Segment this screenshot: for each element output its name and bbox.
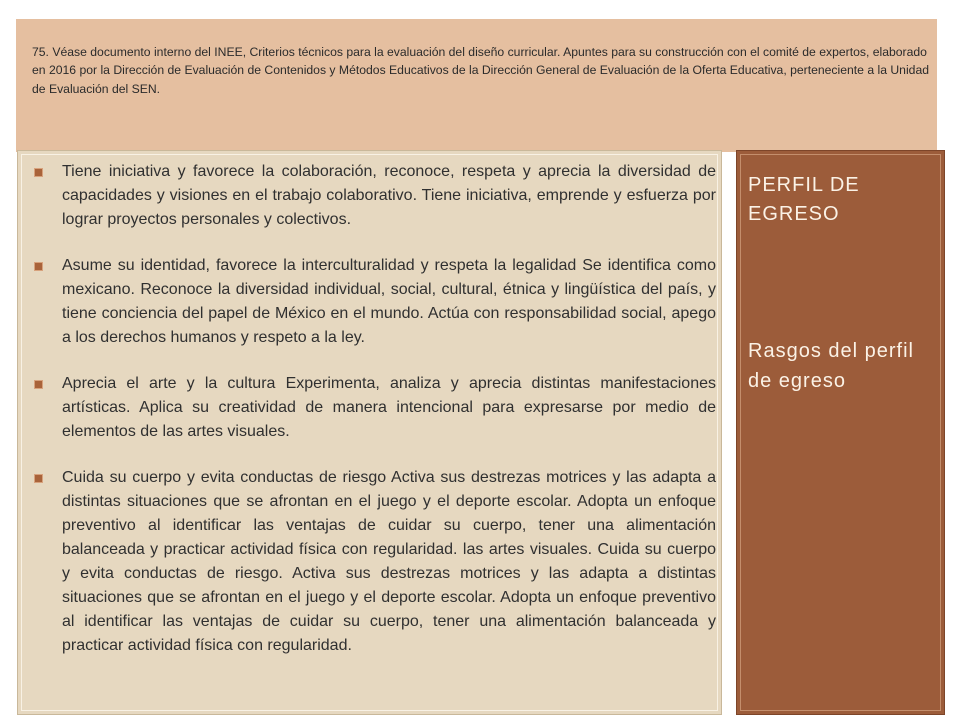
list-item-text: Asume su identidad, favorece la interculturalidad y respeta la legalidad Se identifica como mexicano. Reconoce la diversidad individual, social, cultural, étnica y lingüística del país, y tiene conciencia del papel de México en el mundo. Actúa con responsabilidad social, apego a los derechos humanos y respeto a la ley.: [62, 257, 716, 346]
list-item: [32, 466, 716, 658]
square-bullet-icon: [34, 168, 43, 177]
bullet-list: [32, 160, 716, 680]
list-item: [32, 372, 716, 444]
list-item: [32, 254, 716, 350]
list-item-text: Cuida su cuerpo y evita conductas de riesgo Activa sus destrezas motrices y las adapta a distintas situaciones que se afrontan en el juego y el deporte escolar. Adopta un enfoque preventivo al identificar las ventajas de cuidar su cuerpo, tener una alimentación balanceada y practicar actividad física con regularidad. las artes visuales. Cuida su cuerpo y evita conductas de riesgo. Activa sus destrezas motrices y las adapta a distintas situaciones que se afrontan en el juego y el deporte escolar. Adopta un enfoque preventivo al identificar las ventajas de cuidar su cuerpo, tener una alimentación balanceada y practicar actividad física con regularidad.: [62, 469, 716, 654]
square-bullet-icon: [34, 262, 43, 271]
list-item: [32, 160, 716, 232]
content-panel: [17, 150, 722, 715]
side-panel: [736, 150, 945, 715]
page-title: PERFIL DE EGRESO: [748, 174, 860, 225]
footnote-text: 75. Véase documento interno del INEE, Criterios técnicos para la evaluación del diseño curricular. Apuntes para su construcción con el comité de expertos, elaborado en 2016 por la Dirección de Evaluación de Contenidos y Métodos Educativos de la Dirección General de Evaluación de la Oferta Educativa, perteneciente a la Unidad de Evaluación del SEN.: [32, 45, 930, 96]
list-item-text: Aprecia el arte y la cultura Experimenta, analiza y aprecia distintas manifestaciones artísticas. Aplica su creatividad de manera intencional para expresarse por medio de elementos de las artes visuales.: [62, 375, 716, 440]
square-bullet-icon: [34, 380, 43, 389]
page-subtitle: Rasgos del perfil de egreso: [748, 340, 914, 392]
square-bullet-icon: [34, 474, 43, 483]
list-item-text: Tiene iniciativa y favorece la colaboración, reconoce, respeta y aprecia la diversidad de capacidades y visiones en el trabajo colaborativo. Tiene iniciativa, emprende y esfuerza por lograr proyectos personales y colectivos.: [62, 163, 716, 228]
footnote-box: [16, 19, 937, 152]
